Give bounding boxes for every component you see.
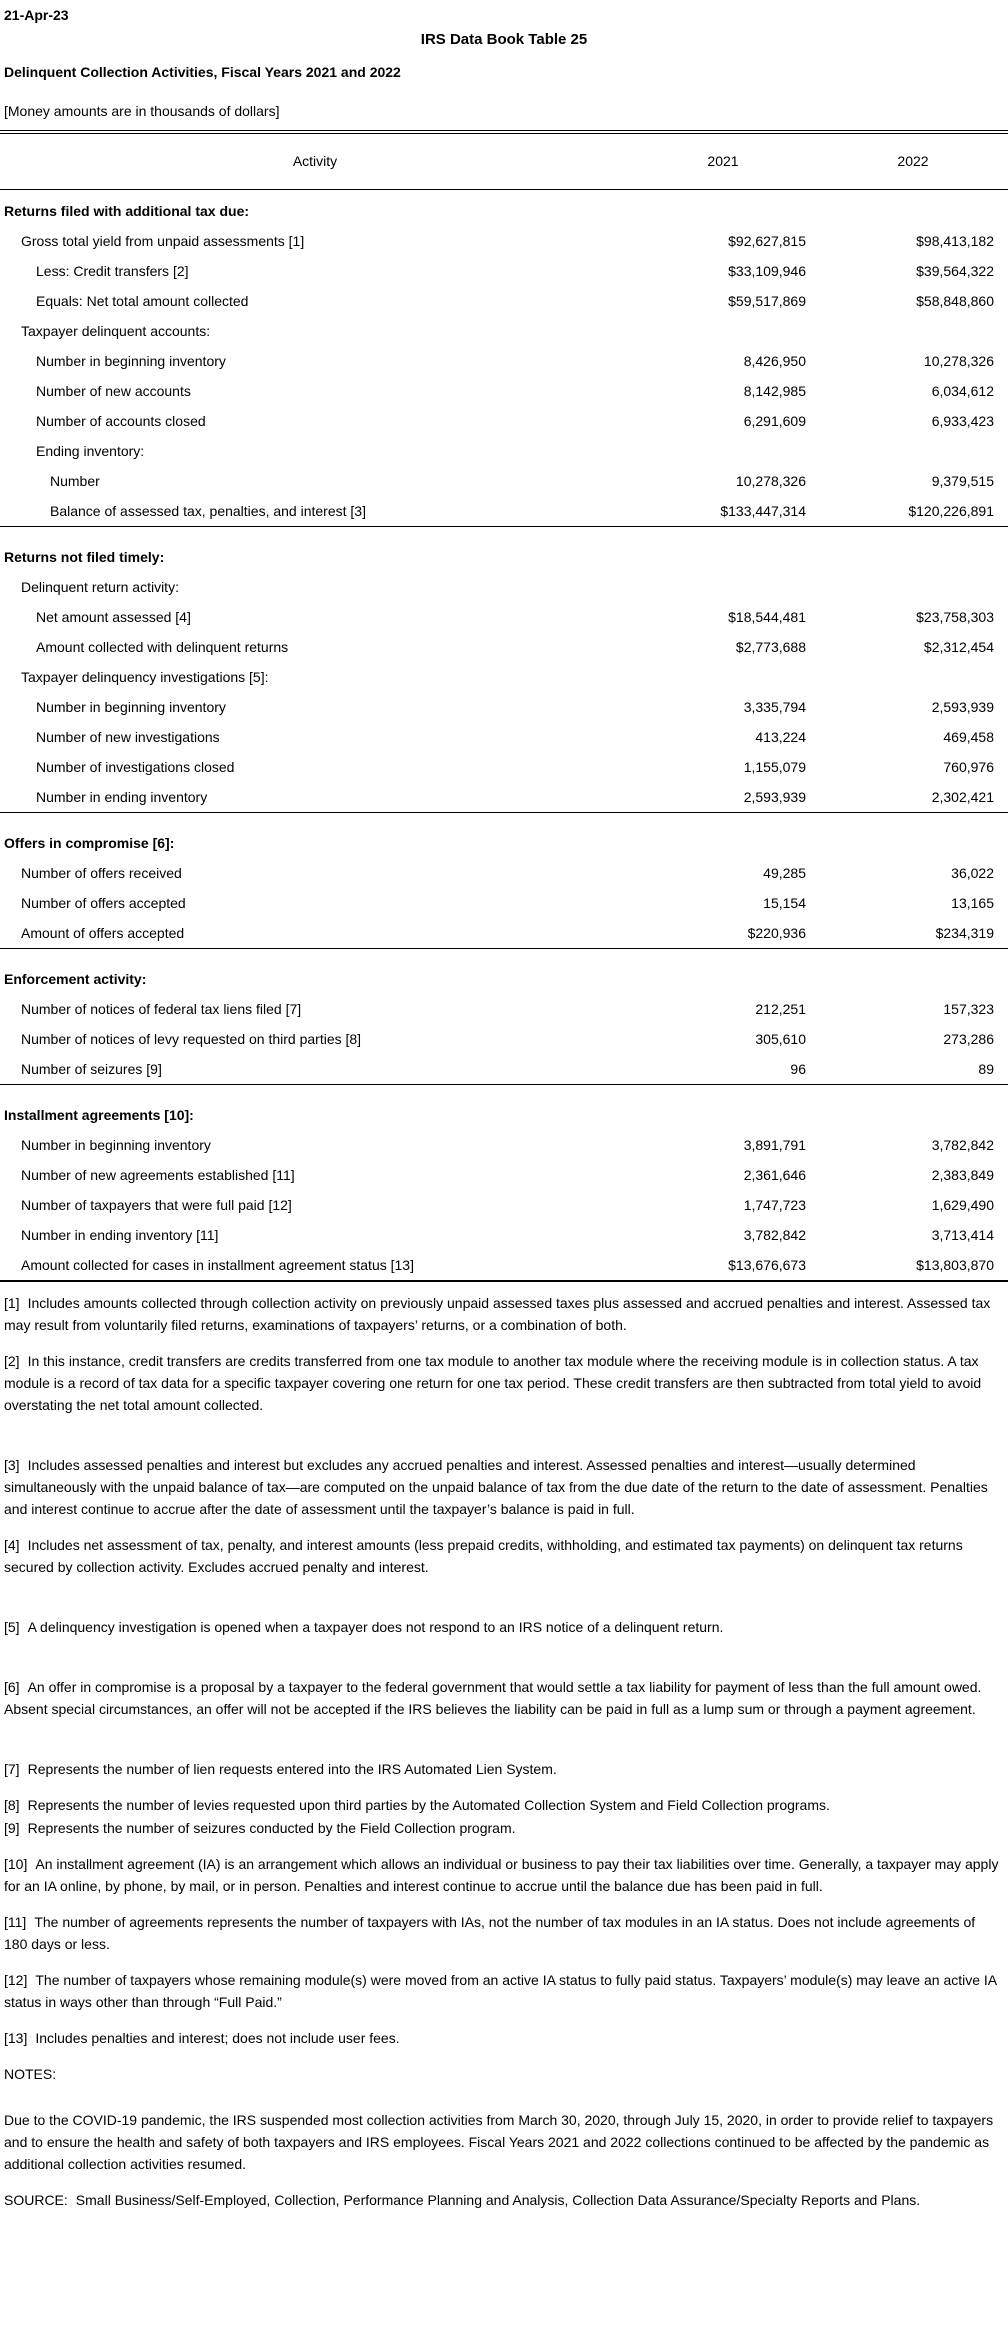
table-row: [0, 1250, 1008, 1280]
footnote: [4, 1534, 1002, 1578]
row-label: Number of notices of levy requested on third parties [8]: [21, 1031, 362, 1047]
table-row: [0, 406, 1008, 436]
row-label: Number in beginning inventory: [21, 1137, 211, 1153]
row-label: Less: Credit transfers [2]: [36, 263, 189, 279]
row-label: Number of new agreements established [11]: [21, 1167, 295, 1183]
value-2022: 36,022: [951, 865, 994, 881]
footnote-text: Due to the COVID-19 pandemic, the IRS suspended most collection activities from March 30, 2020, through July 15, 2020, in order to provide relief to taxpayers and to ensure the health and safety of both taxpayers and IRS employees. Fiscal Years 2021 and 2022 collections continued to be affected by the pandemic as additional collection activities resumed.: [4, 2112, 994, 2172]
table-row: [0, 692, 1008, 722]
data-table: [0, 130, 1008, 1282]
footnote-text: The number of agreements represents the number of taxpayers with IAs, not the number of tax modules in an IA status. Does not include agreements of 180 days or less.: [4, 1914, 976, 1952]
footnote-marker: [3]: [4, 1457, 20, 1473]
value-2022: 6,034,612: [931, 383, 994, 399]
footnote: [4, 1454, 1002, 1520]
value-2021: $2,773,688: [735, 639, 806, 655]
footnote-marker: [10]: [4, 1856, 28, 1872]
table-row: [0, 376, 1008, 406]
footnote-marker: [12]: [4, 1972, 28, 1988]
value-2022: 273,286: [943, 1031, 994, 1047]
footnote-text: An offer in compromise is a proposal by a taxpayer to the federal government that would settle a tax liability for payment of less than the full amount owed. Absent special circumstances, an offer will not be accepted if the IRS believes the liability can be paid in full as a lump sum or through a payment agreement.: [4, 1679, 982, 1717]
value-2022: $234,319: [935, 925, 994, 941]
footnote: [4, 1969, 1002, 2013]
footnote-marker: [2]: [4, 1353, 20, 1369]
note-paragraph: [4, 2063, 1002, 2085]
value-2022: 157,323: [943, 1001, 994, 1017]
value-2021: 3,335,794: [743, 699, 806, 715]
section-divider-rule: [0, 812, 1008, 828]
footnote-text: Includes amounts collected through collection activity on previously unpaid assessed taxes plus assessed and accrued penalties and interest. Assessed tax may result from voluntarily filed returns, examinations of taxpayers’ returns, or a combination of both.: [4, 1295, 991, 1333]
value-2022: 10,278,326: [923, 353, 994, 369]
footnote: [4, 1350, 1002, 1416]
value-2021: 10,278,326: [735, 473, 806, 489]
value-2021: 212,251: [755, 1001, 806, 1017]
table-row: [0, 752, 1008, 782]
table-row: [0, 858, 1008, 888]
value-2022: 3,713,414: [931, 1227, 994, 1243]
table-row: [0, 286, 1008, 316]
value-2021: 1,155,079: [743, 759, 806, 775]
footnote-marker: [8]: [4, 1797, 20, 1813]
footnote-text: Represents the number of lien requests entered into the IRS Automated Lien System.: [27, 1761, 557, 1777]
row-label: Number of offers received: [21, 865, 182, 881]
footnote-text: Includes penalties and interest; does not include user fees.: [35, 2030, 400, 2046]
footnote-marker: [4]: [4, 1537, 20, 1553]
table-row: [0, 722, 1008, 752]
table-section-row: [0, 828, 1008, 858]
table-row: [0, 1130, 1008, 1160]
value-2022: $98,413,182: [916, 233, 994, 249]
value-2022: 2,593,939: [931, 699, 994, 715]
row-label: Ending inventory:: [36, 443, 145, 459]
table-section-row: [0, 196, 1008, 226]
footnote-marker: [11]: [4, 1914, 27, 1930]
table-row: [0, 572, 1008, 602]
value-2022: $120,226,891: [908, 503, 994, 519]
value-2022: $13,803,870: [916, 1257, 994, 1273]
table-section-row: [0, 964, 1008, 994]
table-row: [0, 918, 1008, 948]
row-label: Net amount assessed [4]: [36, 609, 191, 625]
footnote-marker: [9]: [4, 1820, 20, 1836]
value-2021: 2,361,646: [743, 1167, 806, 1183]
value-2022: 469,458: [943, 729, 994, 745]
row-label: Equals: Net total amount collected: [36, 293, 249, 309]
table-row: [0, 602, 1008, 632]
table-body: [0, 190, 1008, 1280]
row-label: Number of offers accepted: [21, 895, 186, 911]
footnote-marker: [13]: [4, 2030, 28, 2046]
table-row: [0, 1190, 1008, 1220]
footnote-text: A delinquency investigation is opened when a taxpayer does not respond to an IRS notice of a delinquent return.: [27, 1619, 724, 1635]
row-label: Number of accounts closed: [36, 413, 206, 429]
footnotes-section: [0, 1282, 1008, 2211]
footnote: [4, 1292, 1002, 1336]
value-2021: 3,891,791: [743, 1137, 806, 1153]
row-label: Taxpayer delinquency investigations [5]:: [21, 669, 269, 685]
footnote-text: The number of taxpayers whose remaining module(s) were moved from an active IA status to fully paid status. Taxpayers’ module(s) may leave an active IA status in ways other than through “Full Paid.”: [4, 1972, 997, 2010]
footnote-text: NOTES:: [4, 2066, 57, 2082]
footnote-text: An installment agreement (IA) is an arrangement which allows an individual or business to pay their tax liabilities over time. Generally, a taxpayer may apply for an IA online, by phone, by mail, or in person. Penalties and interest continue to accrue until the balance due has been paid in full.: [4, 1856, 999, 1894]
table-row: [0, 782, 1008, 812]
table-row: [0, 888, 1008, 918]
footnote-text: In this instance, credit transfers are credits transferred from one tax module to another tax module where the receiving module is in collection status. A tax module is a record of tax data for a specific taxpayer covering one return for one tax period. These credit transfers are then subtracted from total yield to avoid overstating the net total amount collected.: [4, 1353, 982, 1413]
value-2022: 1,629,490: [931, 1197, 994, 1213]
value-2021: 6,291,609: [743, 413, 806, 429]
value-2021: 15,154: [763, 895, 806, 911]
value-2021: 413,224: [755, 729, 806, 745]
row-label: Number of notices of federal tax liens filed [7]: [21, 1001, 302, 1017]
table-row: [0, 466, 1008, 496]
footnote: [4, 1616, 1002, 1638]
row-label: Number in beginning inventory: [36, 353, 226, 369]
row-label: Amount collected for cases in installment agreement status [13]: [21, 1257, 414, 1273]
table-row: [0, 346, 1008, 376]
value-2022: $23,758,303: [916, 609, 994, 625]
value-2022: 760,976: [943, 759, 994, 775]
row-label: Taxpayer delinquent accounts:: [21, 323, 211, 339]
table-row: [0, 1024, 1008, 1054]
footnote: [4, 1911, 1002, 1955]
row-label: Returns filed with additional tax due:: [4, 203, 250, 219]
footnote-text: Small Business/Self-Employed, Collection, Performance Planning and Analysis, Collection Data Assurance/Specialty Reports and Plans.: [75, 2192, 921, 2208]
value-2021: $13,676,673: [728, 1257, 806, 1273]
value-2021: $33,109,946: [728, 263, 806, 279]
table-row: [0, 226, 1008, 256]
value-2021: $59,517,869: [728, 293, 806, 309]
note-paragraph: [4, 2109, 1002, 2175]
footnote-marker: [1]: [4, 1295, 20, 1311]
row-label: Number: [50, 473, 100, 489]
value-2021: 96: [790, 1061, 806, 1077]
value-2021: 305,610: [755, 1031, 806, 1047]
note-paragraph: [4, 2189, 1002, 2211]
value-2022: 9,379,515: [931, 473, 994, 489]
row-label: Number of seizures [9]: [21, 1061, 162, 1077]
footnote: [4, 1853, 1002, 1897]
footnote: [4, 2027, 1002, 2049]
value-2022: $39,564,322: [916, 263, 994, 279]
footnote-marker: [5]: [4, 1619, 20, 1635]
row-label: Number in beginning inventory: [36, 699, 226, 715]
column-header-activity: Activity: [292, 153, 338, 169]
value-2021: $92,627,815: [728, 233, 806, 249]
row-label: Number of taxpayers that were full paid [12]: [21, 1197, 292, 1213]
table-row: [0, 316, 1008, 346]
row-label: Amount collected with delinquent returns: [36, 639, 289, 655]
value-2022: 13,165: [951, 895, 994, 911]
table-section-row: [0, 1100, 1008, 1130]
table-row: [0, 1160, 1008, 1190]
table-row: [0, 632, 1008, 662]
value-2021: $18,544,481: [728, 609, 806, 625]
footnote-marker: SOURCE:: [4, 2192, 68, 2208]
row-label: Enforcement activity:: [4, 971, 147, 987]
table-row: [0, 1054, 1008, 1084]
row-label: Number of investigations closed: [36, 759, 235, 775]
row-label: Installment agreements [10]:: [4, 1107, 194, 1123]
value-2021: 49,285: [763, 865, 806, 881]
value-2021: 8,142,985: [743, 383, 806, 399]
row-label: Number in ending inventory: [36, 789, 208, 805]
page-subtitle: Delinquent Collection Activities, Fiscal Years 2021 and 2022: [4, 64, 401, 80]
footnote-marker: [6]: [4, 1679, 20, 1695]
section-divider-rule: [0, 1084, 1008, 1100]
table-row: [0, 994, 1008, 1024]
value-2021: 3,782,842: [743, 1227, 806, 1243]
table-section-row: [0, 542, 1008, 572]
footnote-text: Includes net assessment of tax, penalty, and interest amounts (less prepaid credits, withholding, and estimated tax payments) on delinquent tax returns secured by collection activity. Excludes accrued penalty and interest.: [4, 1537, 963, 1575]
value-2021: $133,447,314: [720, 503, 806, 519]
footnote: [4, 1817, 1002, 1839]
row-label: Offers in compromise [6]:: [4, 835, 175, 851]
column-header-2021: 2021: [707, 153, 739, 169]
row-label: Balance of assessed tax, penalties, and interest [3]: [50, 503, 366, 519]
footnote: [4, 1758, 1002, 1780]
row-label: Gross total yield from unpaid assessments [1]: [21, 233, 305, 249]
row-label: Returns not filed timely:: [4, 549, 165, 565]
table-row: [0, 436, 1008, 466]
footnote-marker: [7]: [4, 1761, 20, 1777]
value-2022: 2,302,421: [931, 789, 994, 805]
document-date: 21-Apr-23: [4, 7, 69, 23]
value-2021: 2,593,939: [743, 789, 806, 805]
footnote: [4, 1676, 1002, 1720]
value-2021: 1,747,723: [743, 1197, 806, 1213]
value-2022: 2,383,849: [931, 1167, 994, 1183]
page-title: IRS Data Book Table 25: [420, 31, 588, 48]
section-divider-rule: [0, 948, 1008, 964]
row-label: Number of new investigations: [36, 729, 220, 745]
section-divider-rule: [0, 526, 1008, 542]
row-label: Amount of offers accepted: [21, 925, 185, 941]
table-row: [0, 1220, 1008, 1250]
value-2022: $58,848,860: [916, 293, 994, 309]
value-2021: 8,426,950: [743, 353, 806, 369]
value-2022: $2,312,454: [923, 639, 994, 655]
footnote-text: Represents the number of levies requested upon third parties by the Automated Collection System and Field Collection programs.: [27, 1797, 830, 1813]
value-2021: $220,936: [747, 925, 806, 941]
table-row: [0, 662, 1008, 692]
table-header-row: [0, 134, 1008, 190]
table-row: [0, 256, 1008, 286]
footnote-text: Represents the number of seizures conducted by the Field Collection program.: [27, 1820, 516, 1836]
value-2022: 6,933,423: [931, 413, 994, 429]
money-units-note: [Money amounts are in thousands of dollars]: [4, 103, 280, 119]
row-label: Delinquent return activity:: [21, 579, 179, 595]
footnote-text: Includes assessed penalties and interest but excludes any accrued penalties and interest. Assessed penalties and interest—usually determined simultaneously with the unpaid balance of tax—are computed on the unpaid balance of tax from the due date of the return to the date of assessment. Penalties and interest continue to accrue after the date of assessment until the taxpayer’s balance is paid in full.: [4, 1457, 988, 1517]
table-row: [0, 496, 1008, 526]
value-2022: 89: [978, 1061, 994, 1077]
row-label: Number of new accounts: [36, 383, 191, 399]
row-label: Number in ending inventory [11]: [21, 1227, 219, 1243]
column-header-2022: 2022: [897, 153, 929, 169]
value-2022: 3,782,842: [931, 1137, 994, 1153]
footnote: [4, 1794, 1002, 1816]
